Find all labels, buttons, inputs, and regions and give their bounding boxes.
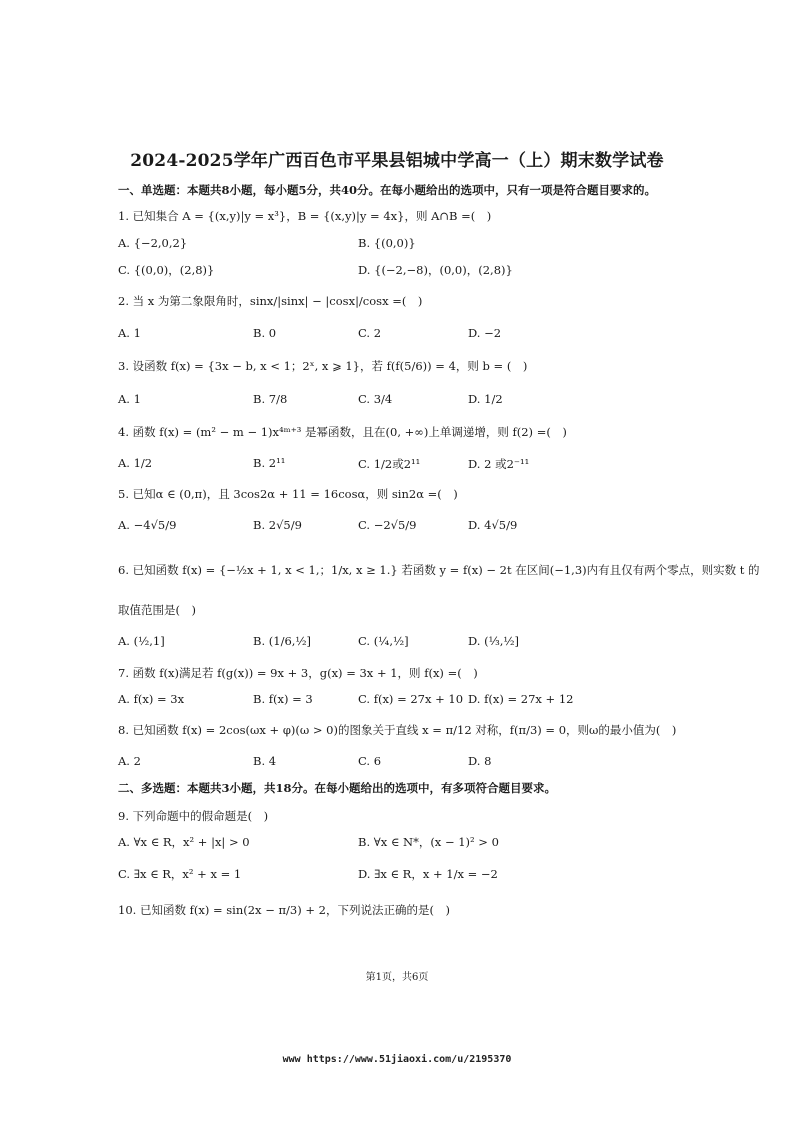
question-9-option-d: D. ∃x ∈ R，x + 1/x = −2 xyxy=(358,867,498,881)
question-3-option-d: D. 1/2 xyxy=(468,392,503,406)
question-1-option-a: A. {−2,0,2} xyxy=(118,236,188,250)
question-4-stem: 4. 函数 f(x) = (m² − m − 1)x⁴ᵐ⁺³ 是幂函数，且在(0, +∞)上单调递增，则 f(2) =( ) xyxy=(118,425,567,439)
question-8-option-b: B. 4 xyxy=(253,754,277,768)
question-1-option-c: C. {(0,0)，(2,8)} xyxy=(118,263,215,277)
question-5-option-b: B. 2√5/9 xyxy=(253,518,302,532)
question-6-stem-continued: 取值范围是( ) xyxy=(118,603,196,617)
question-5-option-d: D. 4√5/9 xyxy=(468,518,518,532)
question-2-option-a: A. 1 xyxy=(118,326,141,340)
question-3-stem: 3. 设函数 f(x) = {3x − b, x < 1；2ˣ, x ⩾ 1}，若 f(f(5/6)) = 4，则 b = ( ) xyxy=(118,359,528,373)
question-6-option-b: B. (1/6,½] xyxy=(253,634,312,648)
question-1-option-d: D. {(−2,−8)，(0,0)，(2,8)} xyxy=(358,263,513,277)
question-8-option-d: D. 8 xyxy=(468,754,492,768)
question-6-option-c: C. (¼,½] xyxy=(358,634,409,648)
question-1-stem: 1. 已知集合 A = {(x,y)|y = x³}，B = {(x,y)|y = 4x}，则 A∩B =( ) xyxy=(118,209,492,223)
question-4-option-b: B. 2¹¹ xyxy=(253,456,286,470)
question-6-option-d: D. (⅓,½] xyxy=(468,634,520,648)
question-7-option-c: C. f(x) = 27x + 10 xyxy=(358,692,464,706)
question-4-option-c: C. 1/2或2¹¹ xyxy=(358,457,421,471)
question-5-stem: 5. 已知α ∈ (0,π)，且 3cos2α + 11 = 16cosα，则 sin2α =( ) xyxy=(118,487,458,501)
question-9-stem: 9. 下列命题中的假命题是( ) xyxy=(118,809,269,823)
question-4-option-d: D. 2 或2⁻¹¹ xyxy=(468,457,530,471)
question-2-option-b: B. 0 xyxy=(253,326,277,340)
question-8-option-a: A. 2 xyxy=(118,754,141,768)
page-footer: 第1页，共6页 xyxy=(365,972,429,983)
question-9-option-b: B. ∀x ∈ N*，(x − 1)² > 0 xyxy=(358,835,499,849)
question-9-option-c: C. ∃x ∈ R，x² + x = 1 xyxy=(118,867,242,881)
page-title: 2024-2025学年广西百色市平果县铝城中学高一（上）期末数学试卷 xyxy=(130,151,664,171)
question-7-option-b: B. f(x) = 3 xyxy=(253,692,313,706)
question-1-option-b: B. {(0,0)} xyxy=(358,236,416,250)
watermark-url: www https://www.51jiaoxi.com/u/2195370 xyxy=(282,1054,512,1065)
question-5-option-c: C. −2√5/9 xyxy=(358,518,417,532)
question-7-option-d: D. f(x) = 27x + 12 xyxy=(468,692,574,706)
question-3-option-a: A. 1 xyxy=(118,392,141,406)
question-9-option-a: A. ∀x ∈ R，x² + |x| > 0 xyxy=(118,835,250,849)
question-2-stem: 2. 当 x 为第二象限角时，sinx/|sinx| − |cosx|/cosx =( ) xyxy=(118,294,423,308)
question-3-option-b: B. 7/8 xyxy=(253,392,288,406)
section-single-choice-heading: 一、单选题：本题共8小题，每小题5分，共40分。在每小题给出的选项中，只有一项是符合题目要求的。 xyxy=(118,183,657,197)
question-7-stem: 7. 函数 f(x)满足若 f(g(x)) = 9x + 3，g(x) = 3x + 1，则 f(x) =( ) xyxy=(118,666,478,680)
question-10-stem: 10. 已知函数 f(x) = sin(2x − π/3) + 2，下列说法正确的是( ) xyxy=(118,903,450,917)
question-2-option-d: D. −2 xyxy=(468,326,502,340)
question-7-option-a: A. f(x) = 3x xyxy=(118,692,185,706)
question-8-stem: 8. 已知函数 f(x) = 2cos(ωx + φ)(ω > 0)的图象关于直线 x = π/12 对称，f(π/3) = 0，则ω的最小值为( ) xyxy=(118,723,677,737)
question-4-option-a: A. 1/2 xyxy=(118,456,153,470)
question-8-option-c: C. 6 xyxy=(358,754,382,768)
question-3-option-c: C. 3/4 xyxy=(358,392,393,406)
question-2-option-c: C. 2 xyxy=(358,326,382,340)
question-6-option-a: A. (½,1] xyxy=(118,634,165,648)
section-multiple-choice-heading: 二、多选题：本题共3小题，共18分。在每小题给出的选项中，有多项符合题目要求。 xyxy=(118,781,557,795)
question-6-stem: 6. 已知函数 f(x) = {−½x + 1, x < 1,；1/x, x ≥ 1.} 若函数 y = f(x) − 2t 在区间(−1,3)内有且仅有两个零点，则实数 t 的 xyxy=(118,563,760,577)
question-5-option-a: A. −4√5/9 xyxy=(118,518,177,532)
